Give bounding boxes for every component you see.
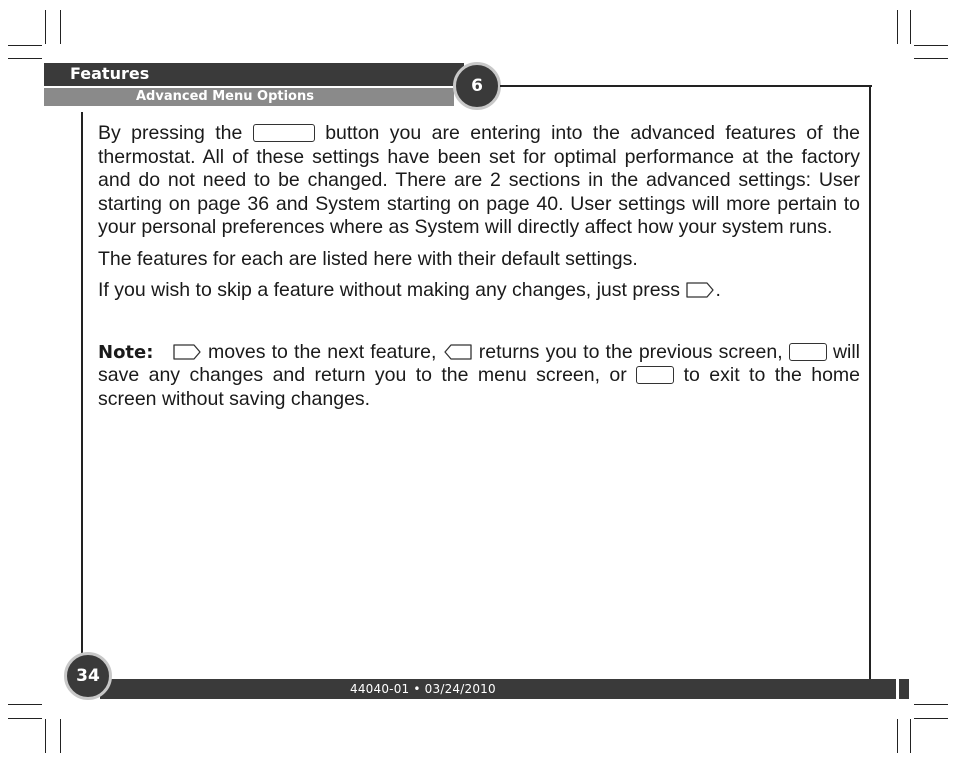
crop-mark — [8, 718, 42, 719]
footer-bar-end — [899, 679, 909, 699]
frame-left-rule — [81, 112, 83, 670]
section-title: Features — [70, 64, 150, 83]
para1-text-a: By pressing the — [98, 122, 243, 144]
para1-text-b: button you are entering into the advanced features of the thermostat. All of these settings have been set for optimal performance at the factory and do not need to be changed. There are 2 sections in the advanced settings: User starting on page 36 and System starting on page 40. User settings will more pertain to your personal preferences where as System will directly affect how your system runs. — [98, 122, 861, 238]
note-text-d: to exit to the home screen without saving changes. — [98, 364, 861, 410]
paragraph-defaults: The features for each are listed here with their default settings. — [98, 247, 638, 270]
rounded-rect-button-icon — [636, 366, 674, 384]
crop-mark — [910, 719, 911, 753]
crop-mark — [8, 704, 42, 705]
arrow-right-button-icon — [172, 343, 202, 361]
footer-bar — [100, 679, 896, 699]
note-text-c: will save any changes and return you to the menu screen, or — [98, 340, 861, 386]
note-text-b: returns you to the previous screen, — [478, 340, 783, 363]
rounded-rect-button-icon — [253, 124, 315, 142]
crop-mark — [60, 719, 61, 753]
crop-mark — [914, 58, 948, 59]
crop-mark — [45, 719, 46, 753]
crop-mark — [914, 704, 948, 705]
crop-mark — [914, 45, 948, 46]
page-body — [98, 122, 860, 411]
crop-mark — [897, 719, 898, 753]
crop-mark — [60, 10, 61, 44]
frame-top-rule — [500, 85, 872, 87]
arrow-right-button-icon — [685, 281, 715, 299]
page-number-badge: 34 — [64, 652, 112, 700]
crop-mark — [910, 10, 911, 44]
para3-text-a: If you wish to skip a feature without making any changes, just press — [98, 279, 681, 301]
crop-mark — [914, 718, 948, 719]
footer-doc-code: 44040-01 • 03/24/2010 — [350, 682, 496, 696]
crop-mark — [8, 58, 42, 59]
para3-text-b: . — [715, 279, 721, 301]
arrow-left-button-icon — [443, 343, 473, 361]
paragraph-skip — [98, 279, 860, 303]
subsection-title: Advanced Menu Options — [136, 89, 314, 104]
paragraph-intro — [98, 122, 860, 240]
frame-right-rule — [869, 85, 871, 679]
note-text-a: moves to the next feature, — [208, 340, 437, 363]
crop-mark — [897, 10, 898, 44]
note-label: Note: — [98, 341, 154, 363]
chapter-number-badge: 6 — [453, 62, 501, 110]
crop-mark — [8, 45, 42, 46]
paragraph-note — [98, 341, 860, 412]
crop-mark — [45, 10, 46, 44]
rounded-rect-button-icon — [789, 343, 827, 361]
